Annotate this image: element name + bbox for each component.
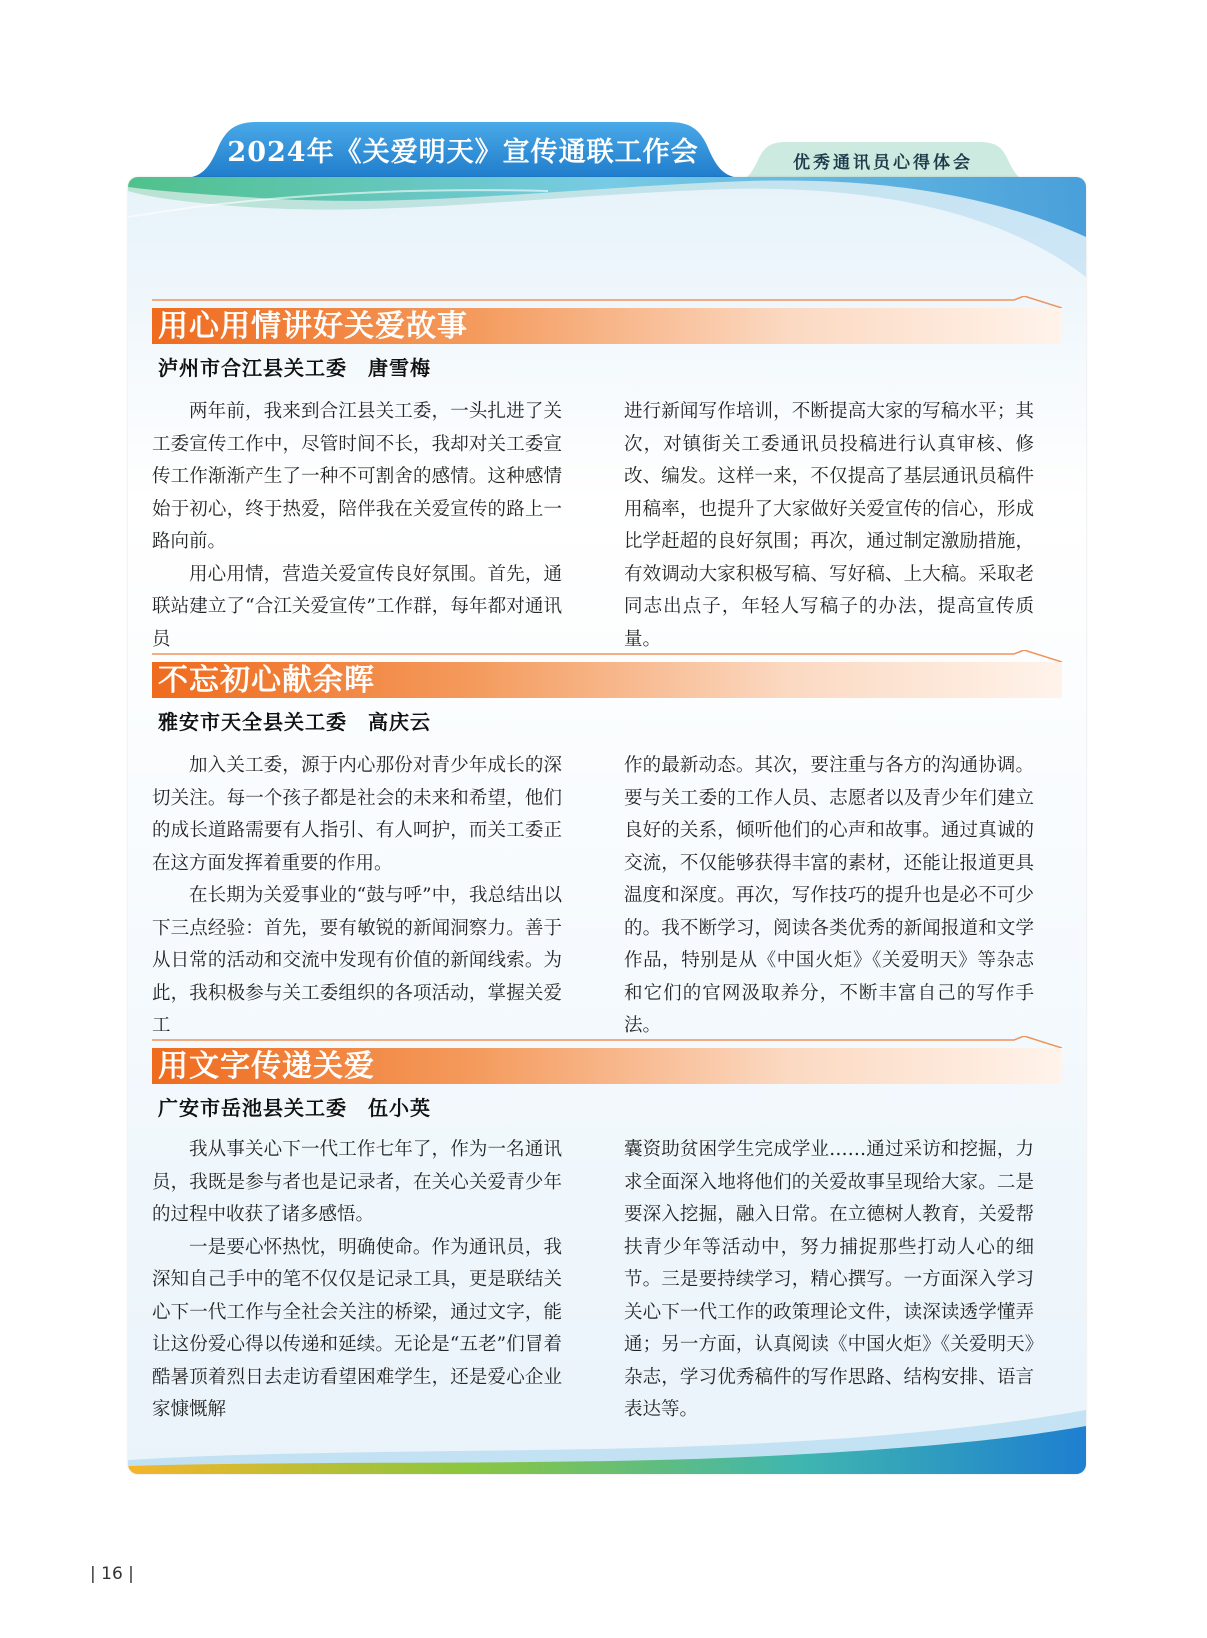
section-title: 用心用情讲好关爱故事 xyxy=(158,309,468,344)
section-title: 不忘初心献余晖 xyxy=(158,663,375,698)
section-author: 广安市岳池县关工委 伍小英 xyxy=(158,1096,431,1120)
header-title: 2024年《关爱明天》宣传通联工作会 xyxy=(227,137,699,168)
header-subtitle: 优秀通讯员心得体会 xyxy=(793,153,973,173)
paragraph: 作的最新动态。其次，要注重与各方的沟通协调。要与关工委的工作人员、志愿者以及青少年们建立良好的关系，倾听他们的心声和故事。通过真诚的交流，不仅能够获得丰富的素材，还能让报道更具温度和深度。再次，写作技巧的提升也是必不可少的。我不断学习，阅读各类优秀的新闻报道和文学作品，特别是从《中国火炬》《关爱明天》等杂志和它们的官网汲取养分，不断丰富自己的写作手法。 xyxy=(624,755,1034,1036)
section-title-bar xyxy=(152,650,1062,698)
paragraph: 两年前，我来到合江县关工委，一头扎进了关工委宣传工作中，尽管时间不长，我却对关工委宣传工作渐渐产生了一种不可割舍的感情。这种感情始于初心，终于热爱，陪伴我在关爱宣传的路上一路向前。 xyxy=(152,401,562,552)
paragraph: 我从事关心下一代工作七年了，作为一名通讯员，我既是参与者也是记录者，在关心关爱青少年的过程中收获了诸多感悟。 xyxy=(152,1139,562,1225)
page-number: | 16 | xyxy=(90,1564,134,1584)
section-title-bar xyxy=(152,296,1062,344)
paragraph: 一是要心怀热忱，明确使命。作为通讯员，我深知自己手中的笔不仅仅是记录工具，更是联结关心下一代工作与全社会关注的桥梁，通过文字，能让这份爱心得以传递和延续。无论是“五老”们冒着酷暑顶着烈日去走访看望困难学生，还是爱心企业家慷慨解 xyxy=(152,1236,562,1420)
section-2 xyxy=(152,650,1062,1036)
text-column-right xyxy=(624,750,1034,1043)
text-column-left xyxy=(152,1134,562,1427)
text-column-right xyxy=(624,396,1034,656)
paragraph: 进行新闻写作培训，不断提高大家的写稿水平；其次，对镇街关工委通讯员投稿进行认真审核、修改、编发。这样一来，不仅提高了基层通讯员稿件用稿率，也提升了大家做好关爱宣传的信心，形成比学赶超的良好氛围；再次，通过制定激励措施，有效调动大家积极写稿、写好稿、上大稿。采取老同志出点子，年轻人写稿子的办法，提高宣传质量。 xyxy=(624,401,1034,650)
section-3 xyxy=(152,1036,1062,1420)
section-title-bar xyxy=(152,1036,1062,1084)
section-1 xyxy=(152,296,1062,650)
paragraph: 囊资助贫困学生完成学业……通过采访和挖掘，力求全面深入地将他们的关爱故事呈现给大家。二是要深入挖掘，融入日常。在立德树人教育，关爱帮扶青少年等活动中，努力捕捉那些打动人心的细节。三是要持续学习，精心撰写。一方面深入学习关心下一代工作的政策理论文件，读深读透学懂弄通；另一方面，认真阅读《中国火炬》《关爱明天》杂志，学习优秀稿件的写作思路、结构安排、语言表达等。 xyxy=(624,1139,1034,1420)
paragraph: 加入关工委，源于内心那份对青少年成长的深切关注。每一个孩子都是社会的未来和希望，他们的成长道路需要有人指引、有人呵护，而关工委正在这方面发挥着重要的作用。 xyxy=(152,755,562,874)
section-title: 用文字传递关爱 xyxy=(158,1049,375,1084)
header-banner xyxy=(183,120,743,182)
text-column-left xyxy=(152,750,562,1043)
top-wave-decoration xyxy=(128,177,1086,287)
paragraph: 在长期为关爱事业的“鼓与呼”中，我总结出以下三点经验：首先，要有敏锐的新闻洞察力。善于从日常的活动和交流中发现有价值的新闻线索。为此，我积极参与关工委组织的各项活动，掌握关爱工 xyxy=(152,885,562,1036)
paragraph: 用心用情，营造关爱宣传良好氛围。首先，通联站建立了“合江关爱宣传”工作群，每年都对通讯员 xyxy=(152,563,562,650)
section-author: 雅安市天全县关工委 高庆云 xyxy=(158,710,431,734)
text-column-left xyxy=(152,396,562,656)
header-subtitle-tab xyxy=(738,140,1028,180)
text-column-right xyxy=(624,1134,1034,1427)
section-author: 泸州市合江县关工委 唐雪梅 xyxy=(158,356,431,380)
